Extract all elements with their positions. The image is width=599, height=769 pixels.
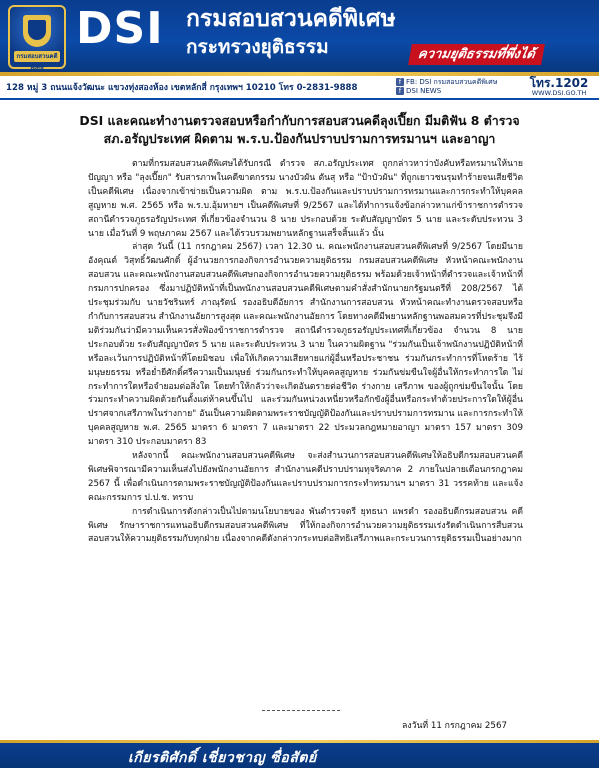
department-name: กรมสอบสวนคดีพิเศษ: [186, 6, 396, 32]
footer-banner: [0, 740, 599, 768]
logo-ribbon-text: กรมสอบสวนคดีพิเศษ: [14, 51, 60, 62]
fb-news-name: DSI NEWS: [406, 87, 442, 95]
dateline: ลงวันที่ 11 กรกฎาคม 2567: [402, 721, 507, 731]
title-line-1: DSI และคณะทำงานตรวจสอบหรือกำกับการสอบสวนคดีลุงเปี๊ยก มีมติฟัน 8 ตำรวจ: [79, 113, 520, 128]
hotline-number: โทร.1202: [529, 76, 589, 90]
paragraph-1: ตามที่กรมสอบสวนคดีพิเศษได้รับกรณี ตำรวจ สภ.อรัญประเทศ ถูกกล่าวหาว่าบังคับหรือทรมานให้นายปัญญา หรือ "ลุงเปี๊ยก" รับสารภาพในคดีฆาตกรรม นางบัวผัน ตันสุ หรือ "ป้าบัวผัน" ที่ถูกเยาวชนรุมทำร้ายจนเสียชีวิตเป็นคดีพิเศษ เนื่องจากเข้าข่ายเป็นความผิด ตาม พ.ร.บ.ป้องกันและปราบปรามการทรมานและการกระทำให้บุคคลสูญหาย พ.ศ. 2565 หรือ พ.ร.บ.อุ้มหายฯ เป็นคดีพิเศษที่ 9/2567 และได้ทำการแจ้งข้อกล่าวหาแก่ข้าราชการตำรวจ สถานีตำรวจภูธรอรัญประเทศ ที่เกี่ยวข้องจำนวน 8 นาย ประกอบด้วย ระดับสัญญาบัตร 5 นาย และระดับประทวน 3 นาย เมื่อวันที่ 9 พฤษภาคม 2567 และได้รวบรวมพยานหลักฐานเสร็จสิ้นแล้ว นั้น: [88, 159, 523, 239]
press-body: [88, 158, 523, 547]
contact-bar: [0, 76, 599, 100]
footer-motto: เกียรติศักดิ์ เชี่ยวชาญ ซื่อสัตย์: [128, 750, 317, 766]
title-line-2: สภ.อรัญประเทศ ผิดตาม พ.ร.บ.ป้องกันปราบปรามการทรมานฯ และอาญา: [103, 131, 496, 146]
website-link[interactable]: WWW.DSI.GO.TH: [531, 89, 587, 97]
section-divider: [262, 710, 340, 711]
ministry-name: กระทรวงยุติธรรม: [186, 36, 329, 58]
fb-page-name: FB: DSI กรมสอบสวนคดีพิเศษ: [406, 78, 498, 86]
paragraph-4: การดำเนินการดังกล่าวเป็นไปตามนโยบายของ พันตำรวจตรี ยุทธนา แพรดำ รองอธิบดีกรมสอบสวน คดีพิเศษ รักษาราชการแทนอธิบดีกรมสอบสวนคดีพิเศษ ที่ให้กองกิจการอำนวยความยุติธรรมเร่งรัดดำเนินการสืบสวนสอบสวนให้ความยุติธรรมกับทุกฝ่าย เนื่องจากคดีดังกล่าวกระทบต่อสิทธิเสรีภาพและกระบวนการยุติธรรมเป็นอย่างมาก: [88, 506, 523, 545]
address-text: 128 หมู่ 3 ถนนแจ้งวัฒนะ แขวงทุ่งสองห้อง เขตหลักสี่ กรุงเทพฯ 10210 โทร 0-2831-9888: [6, 83, 358, 93]
paragraph-3: หลังจากนี้ คณะพนักงานสอบสวนคดีพิเศษ จะส่งสำนวนการสอบสวนคดีพิเศษให้อธิบดีกรมสอบสวนคดีพิเศษพิจารณามีความเห็นส่งไปยังพนักงานอัยการ สำนักงานคดีปราบปรามทุจริตภาค 2 ภายในปลายเดือนกรกฎาคม 2567 นี้ เพื่อดำเนินการตามพระราชบัญญัติป้องกันและปราบปรามการกระทำทรมานฯ มาตรา 31 วรรคท้าย และแจ้งคณะกรรมการ ป.ป.ช. ทราบ: [88, 451, 523, 503]
facebook-icon: f: [396, 78, 404, 86]
paragraph-2: ล่าสุด วันนี้ (11 กรกฎาคม 2567) เวลา 12.30 น. คณะพนักงานสอบสวนคดีพิเศษที่ 9/2567 โดยมีนายอังคุณต์ วิสุทธิ์วัฒนศักดิ์ ผู้อำนวยการกองกิจการอำนวยความยุติธรรม กรมสอบสวนคดีพิเศษ หัวหน้าคณะพนักงานสอบสวน และคณะพนักงานสอบสวนคดีพิเศษกองกิจการอำนวยความยุติธรรม พร้อมด้วยเจ้าหน้าที่ตำรวจและเจ้าหน้าที่กรมการปกครอง ซึ่งมาปฏิบัติหน้าที่เป็นพนักงานสอบสวนคดีพิเศษตามคำสั่งสำนักนายกรัฐมนตรีที่ 208/2567 ได้ประชุมร่วมกับ นายวัชรินทร์ ภาณุรัตน์ รองอธิบดีอัยการ สำนักงานการสอบสวน หัวหน้าคณะทำงานตรวจสอบหรือกำกับการสอบสวน สำนักงานอัยการสูงสุด และคณะพนักงานอัยการ โดยทางคดีมีพยานหลักฐานพอสมควรที่ประชุมจึงมีมติร่วมกันว่ามีความเห็นควรสั่งฟ้องข้าราชการตำรวจ สถานีตำรวจภูธรอรัญประเทศที่เกี่ยวข้อง จำนวน 8 นาย ประกอบด้วย ระดับสัญญาบัตร 5 นาย และระดับประทวน 3 นาย ในความผิดฐาน "ร่วมกันเป็นเจ้าพนักงานปฏิบัติหน้าที่หรือละเว้นการปฏิบัติหน้าที่โดยมิชอบ เพื่อให้เกิดความเสียหายแก่ผู้อื่นหรือประชาชน ร่วมกันกระทำการที่โหดร้าย ไร้มนุษยธรรม หรือย่ำยีศักดิ์ศรีความเป็นมนุษย์ ร่วมกันกระทำให้บุคคลสูญหาย ร่วมกันข่มขืนใจผู้อื่นให้กระทำการใด ไม่กระทำการใดหรือจำยอมต่อสิ่งใด โดยทำให้กลัวว่าจะเกิดอันตรายต่อชีวิต ร่างกาย เสรีภาพ ของผู้ถูกข่มขืนใจนั้น โดยร่วมกระทำความผิดด้วยกันตั้งแต่ห้าคนขึ้นไป และร่วมกันหน่วงเหนี่ยวหรือกักขังผู้อื่นหรือกระทำด้วยประการใดให้ผู้อื่นปราศจากเสรีภาพในร่างกาย" อันเป็นความผิดตามพระราชบัญญัติป้องกันและปราบปรามการทรมาน และการกระทำให้บุคคลสูญหาย พ.ศ. 2565 มาตรา 6 มาตรา 7 และมาตรา 22 ประมวลกฎหมายอาญา มาตรา 157 มาตรา 309 มาตรา 310 ประกอบมาตรา 83: [88, 242, 523, 448]
hotline-box: [524, 77, 594, 97]
brand-dsi: DSI: [76, 3, 164, 54]
facebook-info: [396, 78, 497, 96]
news-icon: f: [396, 87, 404, 95]
press-title: [0, 112, 599, 148]
letterhead-banner: [0, 0, 599, 76]
slogan-tag: ความยุติธรรมที่พึ่งได้: [408, 44, 545, 65]
dsi-logo: [8, 5, 66, 69]
